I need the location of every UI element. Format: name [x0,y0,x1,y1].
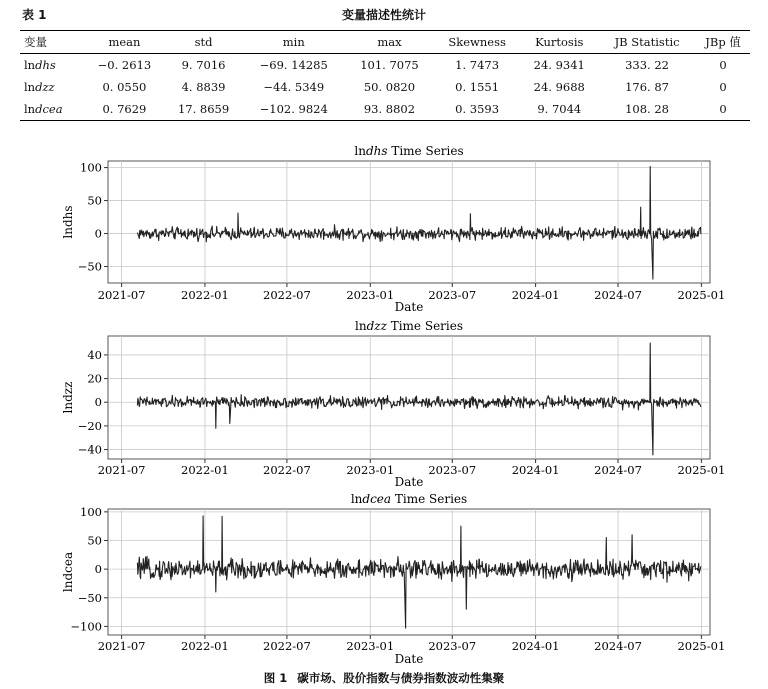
x-tick-label: 2021-07 [97,463,146,477]
var-name-cell: lndhs [24,58,56,72]
x-tick-label: 2024-01 [511,288,560,302]
x-tick-label: 2022-01 [181,639,229,653]
x-tick-label: 2024-07 [594,639,642,653]
x-tick-label: 2025-01 [677,288,726,302]
x-tick-label: 2022-07 [263,639,311,653]
table-row [20,98,750,121]
chart-title: lndhs Time Series [354,144,464,158]
x-tick-label: 2023-07 [428,639,477,653]
x-tick-label: 2024-07 [594,288,642,302]
table-cell: −102. 9824 [242,98,345,121]
x-tick-label: 2023-01 [346,463,395,477]
chart-title: lndcea Time Series [350,492,468,506]
x-tick-label: 2021-07 [97,288,146,302]
chart-panel-lndzz [0,317,768,489]
table-cell: 93. 8802 [345,98,433,121]
x-tick-label: 2023-01 [346,639,395,653]
col-header: JBp 值 [696,31,750,54]
x-axis-label: Date [394,475,424,489]
x-tick-label: 2023-07 [428,288,477,302]
table-cell: 0 [696,98,750,121]
lndcea-chart [0,492,768,668]
stats-table [20,30,750,121]
col-header: JB Statistic [598,31,696,54]
chart-panel-lndhs [0,143,768,313]
y-tick-label: 100 [80,504,102,519]
y-tick-label: 50 [87,193,102,208]
x-tick-label: 2024-01 [511,639,560,653]
y-tick-label: −50 [77,259,102,274]
y-tick-label: 50 [87,533,102,548]
x-tick-label: 2023-01 [346,288,395,302]
table-title: 变量描述性统计 [341,8,426,22]
col-header: mean [84,31,165,54]
table-header-row [20,31,750,54]
y-tick-label: 0 [94,562,102,577]
y-axis-label: lndcea [61,551,75,593]
x-tick-label: 2025-01 [677,639,726,653]
col-header: Skewness [434,31,521,54]
x-tick-label: 2022-01 [181,463,229,477]
y-tick-label: −50 [77,590,102,605]
table-cell: 108. 28 [598,98,696,121]
x-tick-label: 2024-07 [594,463,642,477]
x-tick-label: 2021-07 [97,639,146,653]
x-axis-label: Date [394,652,424,666]
plot-area [108,336,710,459]
y-tick-label: 100 [80,160,102,175]
col-header: max [345,31,433,54]
table-cell: −44. 5349 [263,80,325,94]
lndhs-chart [0,143,768,313]
table-cell: 0. 3593 [434,98,521,121]
table-cell: 0. 0550 [102,80,147,94]
chart-title: lndzz Time Series [354,319,464,333]
table-cell: −69. 14285 [259,58,328,72]
x-tick-label: 2024-01 [511,463,560,477]
col-header: 变量 [20,31,84,54]
table-row [20,76,750,98]
table-cell: 333. 22 [625,58,670,72]
table-row [20,54,750,77]
table-cell: 17. 8659 [165,98,242,121]
lndzz-chart [0,317,768,489]
y-tick-label: −40 [77,442,102,457]
y-tick-label: −100 [70,619,102,634]
col-header: Kurtosis [521,31,598,54]
col-header: min [242,31,345,54]
x-tick-label: 2022-07 [263,288,311,302]
chart-panel-lndcea [0,492,768,668]
table-cell: 24. 9688 [533,80,585,94]
y-tick-label: 0 [94,395,102,410]
table-cell: 9. 7044 [521,98,598,121]
y-axis-label: lndhs [61,205,75,239]
var-name-cell: lndzz [24,80,55,94]
x-axis-label: Date [394,300,424,313]
table-cell: 0 [719,58,727,72]
table-cell: 0 [719,80,727,94]
table-cell: 4. 8839 [181,80,226,94]
table-cell: 24. 9341 [533,58,585,72]
table-cell: −0. 2613 [97,58,152,72]
table-cell: 1. 7473 [455,58,500,72]
table-label: 表 1 [22,8,47,22]
table-cell: 0. 1551 [455,80,500,94]
table-cell: 176. 87 [625,80,670,94]
x-tick-label: 2022-07 [263,463,311,477]
table-cell: 101. 7075 [360,58,419,72]
y-tick-label: 40 [87,347,102,362]
y-tick-label: 0 [94,226,102,241]
x-tick-label: 2023-07 [428,463,477,477]
y-tick-label: −20 [77,418,102,433]
table-cell: 0. 7629 [84,98,165,121]
plot-area [108,161,710,283]
table-cell: 9. 7016 [181,58,226,72]
y-axis-label: lndzz [61,381,75,414]
y-tick-label: 20 [87,371,102,386]
var-name-cell: lndcea [20,98,84,121]
x-tick-label: 2025-01 [677,463,726,477]
table-header [0,6,768,26]
col-header: std [165,31,242,54]
table-cell: 50. 0820 [363,80,416,94]
x-tick-label: 2022-01 [181,288,229,302]
figure-caption: 图 1 碳市场、股价指数与债券指数波动性集聚 [263,671,505,685]
